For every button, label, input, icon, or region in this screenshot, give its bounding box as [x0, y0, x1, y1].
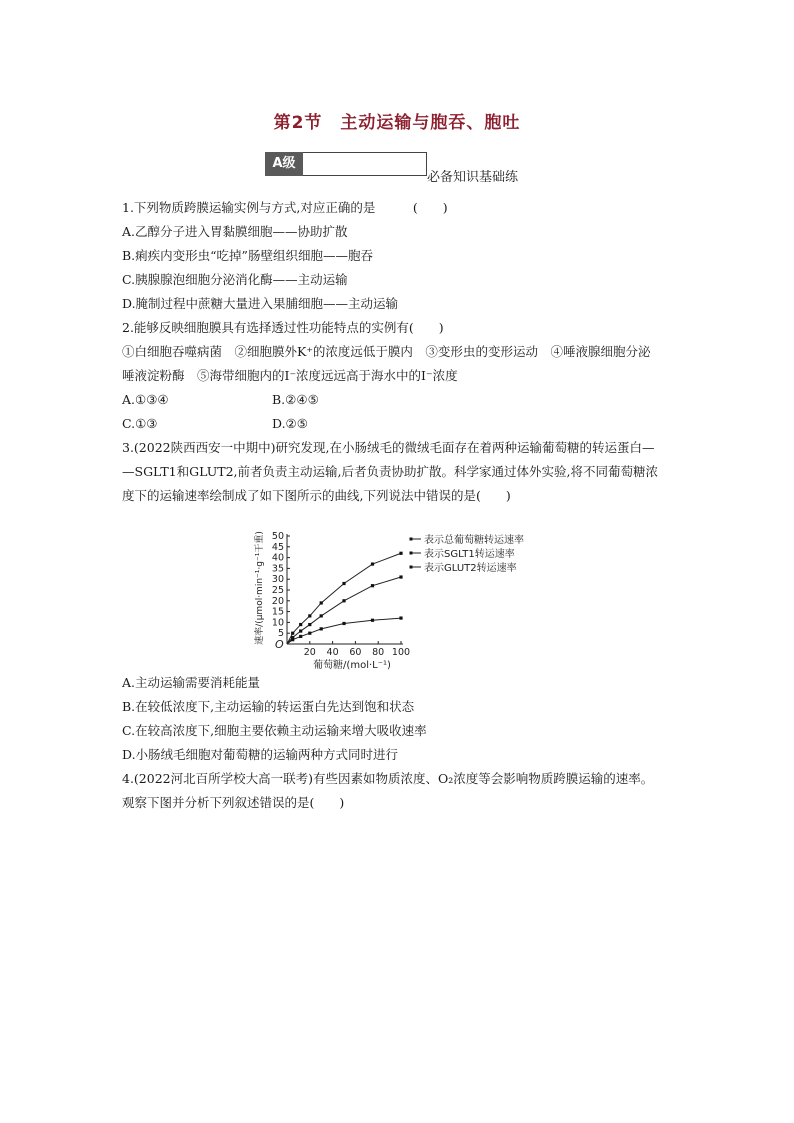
series-2-point-6	[371, 619, 374, 622]
series-1-point-4	[320, 614, 323, 617]
series-0-point-2	[299, 623, 302, 626]
x-tick-label-2: 60	[349, 647, 362, 658]
series-0-point-5	[342, 582, 345, 585]
x-tick-label-0: 20	[303, 647, 316, 658]
legend-label-2: 表示GLUT2转运速率	[424, 563, 517, 574]
questions-part1	[122, 196, 702, 508]
series-2-point-2	[299, 635, 302, 638]
y-tick-label-7: 40	[271, 552, 284, 564]
y-tick-label-3: 20	[271, 595, 284, 607]
page-title: 第2节 主动运输与胞吞、胞吐	[273, 113, 521, 133]
level-box	[303, 152, 427, 176]
q1-option-c: C.胰腺腺泡细胞分泌消化酶——主动运输	[122, 272, 348, 287]
y-tick-label-4: 25	[271, 585, 284, 596]
q2-options-row-2	[122, 412, 702, 436]
q2-body-1: ①白细胞吞噬病菌 ②细胞膜外K⁺的浓度远低于膜内 ③变形虫的变形运动 ④唾液腺细胞分泌	[122, 344, 651, 359]
level-label: 必备知识基础练	[427, 170, 519, 185]
y-tick-label-5: 30	[271, 574, 284, 586]
series-1-point-7	[399, 575, 402, 578]
q3-stem-1: 3.(2022陕西西安一中期中)研究发现,在小肠绒毛的微绒毛面存在着两种运输葡萄糖的转运蛋白—	[122, 440, 655, 455]
series-2-point-4	[320, 627, 323, 630]
q1-stem: 1.下列物质跨膜运输实例与方式,对应正确的是 ( )	[122, 200, 448, 215]
series-0-point-3	[308, 614, 311, 617]
legend-marker-1	[410, 552, 413, 555]
q2-option-c: C.①③	[122, 416, 158, 431]
q3-option-b: B.在较低浓度下,主动运输的转运蛋白先达到饱和状态	[122, 699, 415, 714]
series-0-point-7	[399, 552, 402, 555]
series-line-1	[287, 577, 401, 644]
y-tick-label-2: 15	[271, 606, 284, 618]
y-tick-label-9: 50	[271, 531, 284, 542]
legend-marker-2	[410, 566, 413, 569]
series-1-point-2	[299, 629, 302, 632]
q1-option-b: B.痢疾内变形虫“吃掉”肠壁组织细胞——胞吞	[122, 248, 373, 263]
q2-body-2: 唾液淀粉酶 ⑤海带细胞内的I⁻浓度远远高于海水中的I⁻浓度	[122, 368, 458, 383]
q2-option-d: D.②⑤	[272, 416, 308, 431]
q2-options-row-1	[122, 388, 702, 412]
q1-option-a: A.乙醇分子进入胃黏膜细胞——协助扩散	[122, 224, 348, 239]
q3-stem-3: 度下的运输速率绘制成了如下图所示的曲线,下列说法中错误的是( )	[122, 488, 511, 503]
q3-option-a: A.主动运输需要消耗能量	[122, 675, 261, 690]
series-0-point-1	[291, 632, 294, 635]
series-line-0	[287, 553, 401, 644]
series-2-point-1	[291, 638, 294, 641]
y-axis-label: 速率/(μmol·min⁻¹·g⁻¹干重)	[255, 531, 265, 645]
series-1-point-5	[342, 599, 345, 602]
q2-option-a: A.①③④	[122, 392, 169, 407]
legend-marker-0	[410, 538, 413, 541]
series-1-point-3	[308, 623, 311, 626]
series-2-point-3	[308, 632, 311, 635]
series-0-point-6	[371, 562, 374, 565]
q3-stem-2: —SGLT1和GLUT2,前者负责主动运输,后者负责协助扩散。科学家通过体外实验,将不同葡萄糖浓	[122, 464, 658, 479]
legend-label-0: 表示总葡萄糖转运速率	[424, 535, 524, 546]
q4-stem-2: 观察下图并分析下列叙述错误的是( )	[122, 795, 345, 810]
questions-part2	[122, 671, 702, 815]
q3-option-d: D.小肠绒毛细胞对葡萄糖的运输两种方式同时进行	[122, 747, 399, 762]
x-tick-label-4: 100	[391, 647, 411, 658]
level-badge: A级	[265, 152, 303, 176]
origin-label: O	[275, 638, 284, 651]
y-tick-label-1: 10	[271, 617, 284, 629]
y-tick-label-0: 5	[277, 628, 284, 640]
series-2-point-7	[399, 616, 402, 619]
y-tick-label-8: 45	[271, 541, 284, 553]
series-1-point-6	[371, 584, 374, 587]
q2-stem: 2.能够反映细胞膜具有选择透过性功能特点的实例有( )	[122, 320, 444, 335]
q4-stem-1: 4.(2022河北百所学校大高一联考)有些因素如物质浓度、O₂浓度等会影响物质跨膜运输的速率。	[122, 771, 654, 786]
q3-option-c: C.在较高浓度下,细胞主要依赖主动运输来增大吸收速率	[122, 723, 427, 738]
legend-label-1: 表示SGLT1转运速率	[424, 549, 515, 560]
x-tick-label-1: 40	[326, 647, 339, 658]
x-axis-label: 葡萄糖/(mol·L⁻¹)	[313, 660, 391, 671]
q2-option-b: B.②④⑤	[272, 392, 319, 407]
q1-option-d: D.腌制过程中蔗糖大量进入果脯细胞——主动运输	[122, 296, 399, 311]
glucose-transport-chart	[250, 506, 550, 674]
y-tick-label-6: 35	[271, 563, 284, 575]
chart-svg	[250, 506, 550, 674]
series-0-point-4	[320, 601, 323, 604]
x-tick-label-3: 80	[372, 647, 385, 658]
series-2-point-5	[342, 622, 345, 625]
